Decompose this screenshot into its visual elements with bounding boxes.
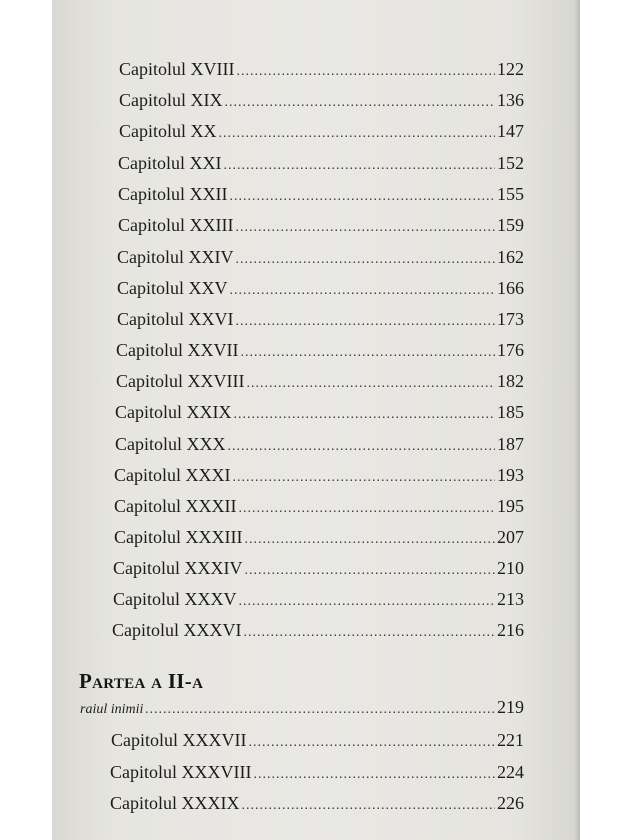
toc-entry (115, 433, 524, 458)
toc-entry-title: Capitolul XXXVIII (110, 762, 252, 782)
toc-entry (114, 464, 524, 489)
toc-entry (118, 183, 524, 208)
book-page (52, 0, 580, 840)
toc-entry-title: Capitolul XXVIII (116, 371, 245, 391)
toc-entry (116, 370, 524, 395)
toc-entry (113, 588, 524, 613)
toc-entry-title: Capitolul XXXVI (112, 620, 242, 640)
toc-leader-dots (239, 591, 496, 613)
toc-entry-title: Capitolul XXVII (116, 340, 239, 360)
toc-entry (113, 557, 524, 582)
toc-entry-title: Capitolul XXI (118, 153, 222, 173)
toc-entry-page: 147 (497, 121, 524, 141)
toc-entry-title: Capitolul XXXIII (114, 527, 243, 547)
page-edge-shadow (574, 0, 580, 840)
toc-entry-title: Capitolul XXXII (114, 496, 237, 516)
toc-entry (118, 214, 524, 239)
toc-leader-dots (242, 795, 496, 817)
toc-leader-dots (219, 123, 496, 145)
toc-leader-dots (234, 404, 496, 426)
toc-leader-dots (233, 467, 496, 489)
toc-entry (119, 58, 524, 83)
toc-entry-page: 173 (497, 309, 524, 329)
toc-entry-title: Capitolul XIX (119, 90, 223, 110)
toc-entry-page: 207 (497, 527, 524, 547)
toc-leader-dots (230, 186, 496, 208)
toc-leader-dots (236, 249, 496, 271)
toc-entry (111, 729, 524, 754)
toc-entry-page: 182 (497, 371, 524, 391)
toc-entry-title: Capitolul XXIII (118, 215, 234, 235)
toc-entry-title: Capitolul XVIII (119, 59, 235, 79)
toc-leader-dots (145, 699, 495, 721)
toc-section-title: raiul inimii (80, 702, 144, 717)
toc-leader-dots (245, 560, 496, 582)
toc-entry-page: 221 (497, 730, 524, 750)
toc-entry-page: 224 (497, 762, 524, 782)
toc-leader-dots (246, 373, 495, 395)
toc-leader-dots (230, 280, 496, 302)
toc-entry (118, 152, 524, 177)
toc-entry-title: Capitolul XXXI (114, 465, 231, 485)
toc-entry (112, 619, 524, 644)
toc-entry (119, 120, 524, 145)
toc-section-page: 219 (497, 697, 524, 717)
toc-entry (114, 495, 524, 520)
toc-leader-dots (244, 529, 495, 551)
toc-entry-page: 155 (497, 184, 524, 204)
toc-entry-title: Capitolul XX (119, 121, 217, 141)
toc-entry-page: 136 (497, 90, 524, 110)
toc-leader-dots (244, 622, 496, 644)
toc-entry (117, 308, 524, 333)
toc-section-entry (80, 696, 524, 721)
toc-entry-title: Capitolul XXX (115, 434, 226, 454)
toc-leader-dots (248, 732, 495, 754)
toc-entry-page: 210 (497, 558, 524, 578)
toc-entry-page: 213 (497, 589, 524, 609)
toc-entry-title: Capitolul XXV (117, 278, 228, 298)
toc-entry-page: 226 (497, 793, 524, 813)
toc-entry-title: Capitolul XXXVII (111, 730, 247, 750)
toc-entry (117, 246, 524, 271)
toc-leader-dots (238, 498, 495, 520)
toc-entry-page: 195 (497, 496, 524, 516)
toc-entry-page: 159 (497, 215, 524, 235)
toc-leader-dots (224, 155, 496, 177)
toc-leader-dots (225, 92, 496, 114)
toc-entry (117, 277, 524, 302)
toc-entry-page: 166 (497, 278, 524, 298)
toc-entry-page: 122 (497, 59, 524, 79)
toc-entry-title: Capitolul XXIX (115, 402, 232, 422)
toc-leader-dots (236, 311, 496, 333)
toc-entry (110, 792, 524, 817)
toc-leader-dots (253, 764, 495, 786)
toc-entry-title: Capitolul XXII (118, 184, 228, 204)
toc-entry-page: 216 (497, 620, 524, 640)
toc-entry-title: Capitolul XXIV (117, 247, 234, 267)
toc-entry-title: Capitolul XXXIV (113, 558, 243, 578)
toc-entry-page: 193 (497, 465, 524, 485)
toc-entry (119, 89, 524, 114)
toc-entry-title: Capitolul XXXV (113, 589, 237, 609)
toc-entry-page: 176 (497, 340, 524, 360)
toc-entry (110, 761, 524, 786)
toc-entry (114, 526, 524, 551)
part-heading: Partea a II-a (79, 669, 204, 693)
toc-leader-dots (235, 217, 495, 239)
toc-entry-page: 185 (497, 402, 524, 422)
toc-entry (115, 401, 524, 426)
toc-leader-dots (228, 436, 496, 458)
toc-entry-page: 152 (497, 153, 524, 173)
toc-entry-page: 187 (497, 434, 524, 454)
toc-entry (116, 339, 524, 364)
toc-entry-page: 162 (497, 247, 524, 267)
toc-entry-title: Capitolul XXVI (117, 309, 234, 329)
toc-entry-title: Capitolul XXXIX (110, 793, 240, 813)
toc-leader-dots (240, 342, 495, 364)
toc-leader-dots (236, 61, 495, 83)
